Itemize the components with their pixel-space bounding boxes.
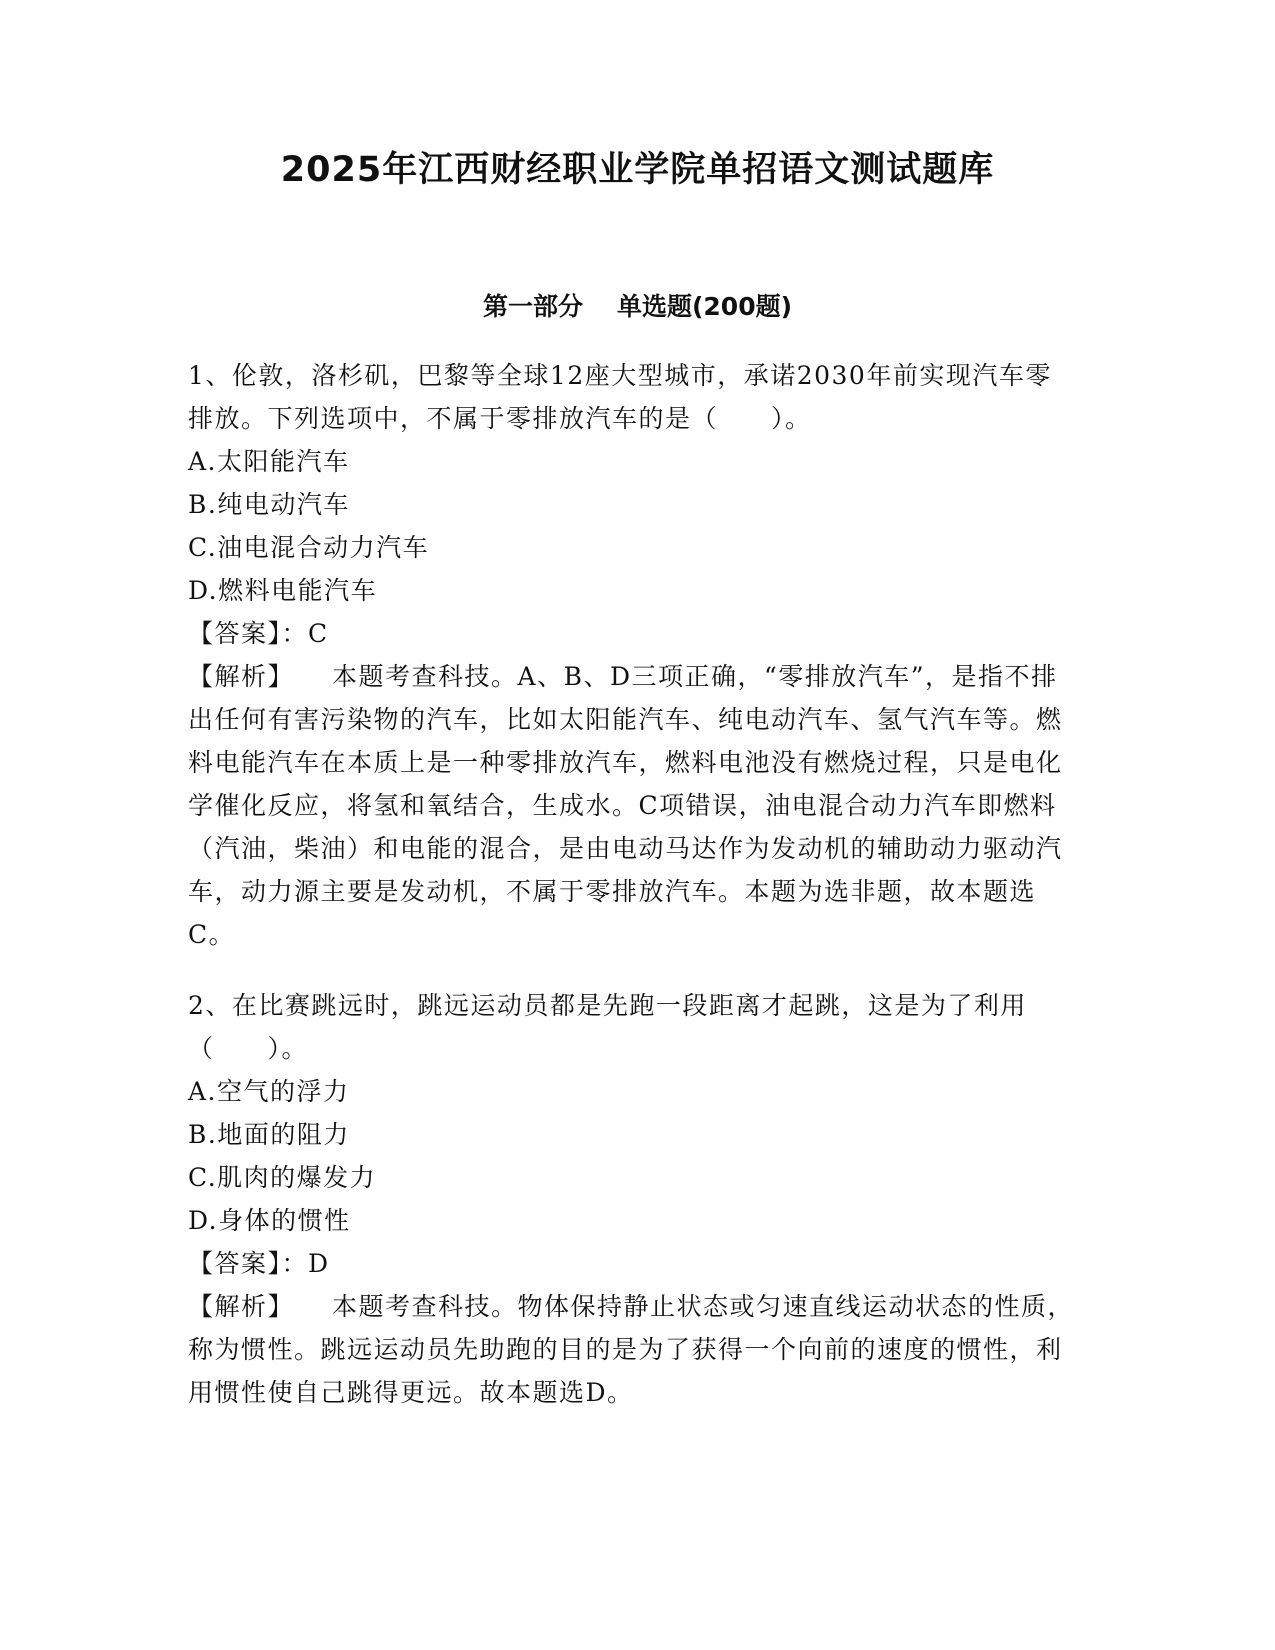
option-a: A.空气的浮力 xyxy=(188,1077,350,1106)
analysis-paragraph xyxy=(188,1285,1078,1414)
option-c: C.油电混合动力汽车 xyxy=(188,533,430,562)
answer-value: D xyxy=(308,1249,330,1278)
option-a: A.太阳能汽车 xyxy=(188,447,350,476)
option-c: C.肌肉的爆发力 xyxy=(188,1163,377,1192)
analysis-label: 【解析】 xyxy=(188,662,295,691)
option-b: B.地面的阻力 xyxy=(188,1120,350,1149)
section-name-label: 单选题(200题) xyxy=(616,292,793,321)
question-item xyxy=(188,354,1078,956)
option-d: D.燃料电能汽车 xyxy=(188,576,378,605)
analysis-paragraph xyxy=(188,655,1078,956)
answer-label: 【答案】： xyxy=(188,1249,309,1278)
analysis-label: 【解析】 xyxy=(188,1292,295,1321)
section-part-label: 第一部分 xyxy=(482,292,583,321)
answer-line xyxy=(188,612,1078,655)
answer-label: 【答案】： xyxy=(188,619,309,648)
question-stem: 1、伦敦，洛杉矶，巴黎等全球12座大型城市，承诺2030年前实现汽车零排放。下列选项中，不属于零排放汽车的是（ ）。 xyxy=(188,361,1052,433)
analysis-text: 本题考查科技。A、B、D三项正确，“零排放汽车”，是指不排出任何有害污染物的汽车，比如太阳能汽车、纯电动汽车、氢气汽车等。燃料电能汽车在本质上是一种零排放汽车，燃料电池没有燃烧过程，只是电化学催化反应，将氢和氧结合，生成水。C项错误，油电混合动力汽车即燃料（汽油，柴油）和电能的混合，是由电动马达作为发动机的辅助动力驱动汽车，动力源主要是发动机，不属于零排放汽车。本题为选非题，故本题选C。 xyxy=(188,662,1063,949)
document-title: 2025年江西财经职业学院单招语文测试题库 xyxy=(280,150,995,190)
answer-line xyxy=(188,1242,1078,1285)
answer-value: C xyxy=(308,619,329,648)
section-heading xyxy=(0,289,1275,325)
option-b: B.纯电动汽车 xyxy=(188,490,350,519)
option-d: D.身体的惯性 xyxy=(188,1206,351,1235)
analysis-text: 本题考查科技。物体保持静止状态或匀速直线运动状态的性质，称为惯性。跳远运动员先助跑的目的是为了获得一个向前的速度的惯性，利用惯性使自己跳得更远。故本题选D。 xyxy=(188,1292,1075,1407)
question-stem: 2、在比赛跳远时，跳远运动员都是先跑一段距离才起跳，这是为了利用（ ）。 xyxy=(188,991,1027,1063)
question-item xyxy=(188,984,1078,1414)
